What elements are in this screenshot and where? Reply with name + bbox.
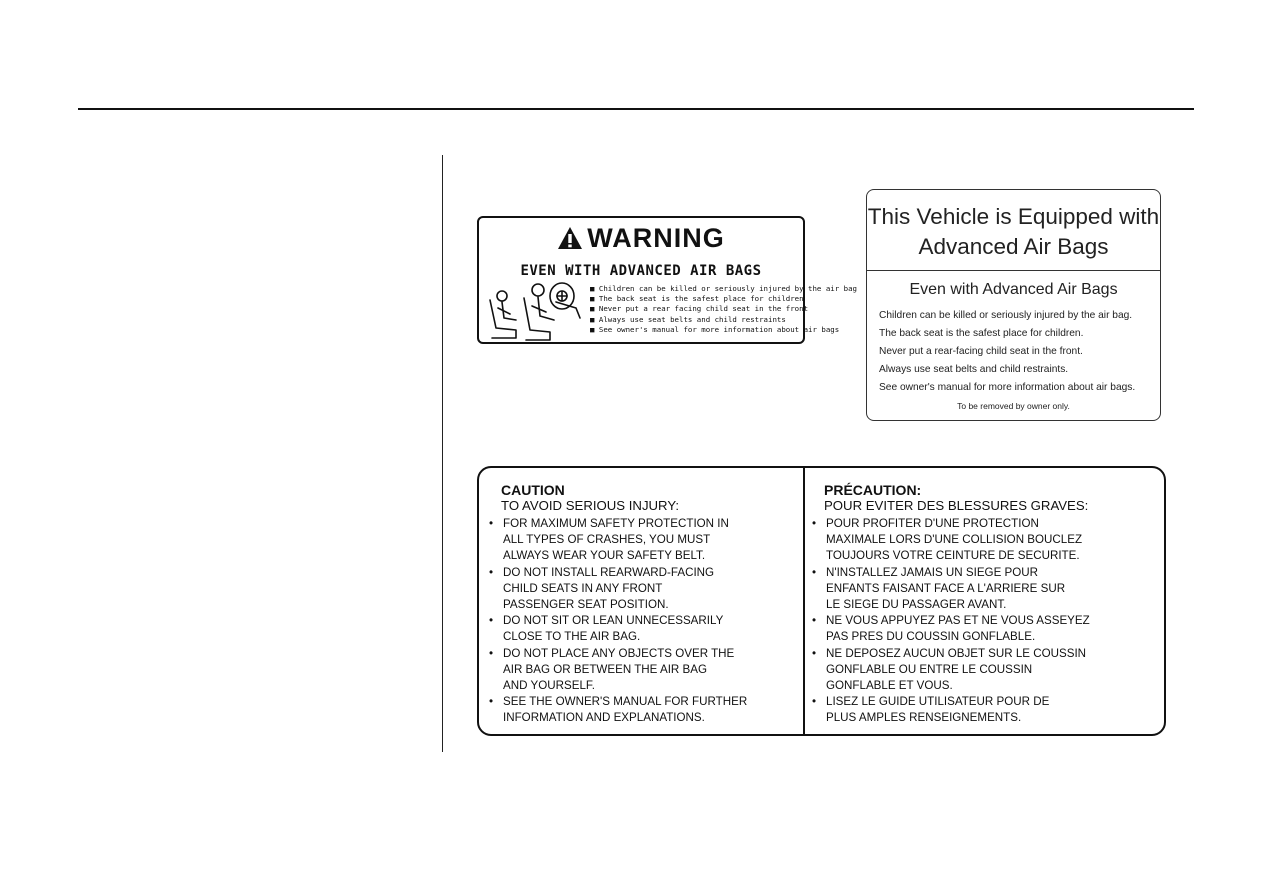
advanced-airbag-footer: To be removed by owner only. [957,401,1070,411]
caution-divider [803,468,805,734]
caution-bullet-line: MAXIMALE LORS D'UNE COLLISION BOUCLEZ [826,533,1083,547]
caution-english-column [489,482,801,727]
precaution-title: PRÉCAUTION: [824,482,922,498]
caution-bullet-line: • POUR PROFITER D'UNE PROTECTION [826,517,1039,530]
caution-bullet [489,613,801,645]
advanced-airbag-title-line: This Vehicle is Equipped with [867,204,1160,229]
airbag-child-pictogram-icon [486,278,584,342]
advanced-airbag-divider [867,270,1160,271]
caution-bullet-line: ENFANTS FAISANT FACE A L'ARRIERE SUR [826,581,1066,595]
caution-subtitle: TO AVOID SERIOUS INJURY: [501,498,680,513]
caution-label [477,466,1166,736]
caution-bullet-line: • FOR MAXIMUM SAFETY PROTECTION IN [503,517,729,530]
warning-triangle-icon [557,226,583,250]
caution-bullet-line: • DO NOT PLACE ANY OBJECTS OVER THE [503,646,735,660]
caution-french-column [812,482,1162,727]
caution-bullet-line: • N'INSTALLEZ JAMAIS UN SIEGE POUR [826,565,1039,579]
caution-bullet-line: AND YOURSELF. [503,679,595,693]
advanced-airbag-item: Always use seat belts and child restraints. [879,364,1069,375]
caution-bullet-line: CHILD SEATS IN ANY FRONT [503,581,663,595]
caution-bullet-line: INFORMATION AND EXPLANATIONS. [503,711,705,725]
caution-bullet [812,565,1162,614]
caution-bullet-line: GONFLABLE ET VOUS. [826,679,953,693]
warning-label [477,216,857,344]
caution-bullet [489,694,801,726]
caution-bullet-line: ALWAYS WEAR YOUR SAFETY BELT. [503,549,706,563]
advanced-airbag-title-line: Advanced Air Bags [918,234,1109,259]
warning-item: ■ See owner's manual for more information about air bags [590,325,857,335]
caution-bullet-line: AIR BAG OR BETWEEN THE AIR BAG [503,662,708,676]
caution-bullet [489,565,801,614]
advanced-airbag-item: Never put a rear-facing child seat in the front. [879,346,1083,357]
caution-bullet-line: GONFLABLE OU ENTRE LE COUSSIN [826,662,1033,676]
warning-heading-text: WARNING [587,223,725,253]
column-divider [442,155,443,752]
warning-item: ■ Always use seat belts and child restraints [590,315,857,325]
caution-list [489,516,801,727]
caution-bullet-line: PLUS AMPLES RENSEIGNEMENTS. [826,711,1022,725]
caution-bullet-line: PAS PRES DU COUSSIN GONFLABLE. [826,630,1036,644]
warning-item: ■ Never put a rear facing child seat in the front [590,304,857,314]
caution-bullet [812,516,1162,565]
caution-bullet-line: • LISEZ LE GUIDE UTILISATEUR POUR DE [826,695,1050,709]
advanced-airbag-item: The back seat is the safest place for children. [879,328,1084,339]
warning-list [590,284,857,335]
precaution-subtitle: POUR EVITER DES BLESSURES GRAVES: [824,498,1089,513]
caution-bullet-line: LE SIEGE DU PASSAGER AVANT. [826,598,1007,612]
caution-bullet [812,613,1162,645]
caution-bullet [812,646,1162,695]
caution-bullet-line: • NE DEPOSEZ AUCUN OBJET SUR LE COUSSIN [826,646,1087,660]
advanced-airbag-title [867,202,1160,262]
caution-bullet-line: • SEE THE OWNER'S MANUAL FOR FURTHER [503,695,748,709]
caution-bullet-line: CLOSE TO THE AIR BAG. [503,630,641,644]
advanced-airbag-item: See owner's manual for more information about air bags. [879,382,1136,393]
advanced-airbag-label [866,189,1161,421]
precaution-list [812,516,1162,727]
advanced-airbag-item: Children can be killed or seriously injured by the air bag. [879,310,1133,321]
caution-bullet [489,646,801,695]
caution-title: CAUTION [501,482,565,498]
warning-item: ■ Children can be killed or seriously injured by the air bag [590,284,857,294]
caution-bullet-line: PASSENGER SEAT POSITION. [503,598,669,612]
caution-bullet [812,694,1162,726]
caution-bullet-line: ALL TYPES OF CRASHES, YOU MUST [503,533,711,547]
caution-bullet-line: • NE VOUS APPUYEZ PAS ET NE VOUS ASSEYEZ [826,614,1090,628]
advanced-airbag-subtitle: Even with Advanced Air Bags [909,281,1118,298]
warning-subheading: EVEN WITH ADVANCED AIR BAGS [520,263,762,279]
caution-bullet-line: TOUJOURS VOTRE CEINTURE DE SECURITE. [826,549,1080,563]
warning-item: ■ The back seat is the safest place for children [590,294,857,304]
caution-bullet-line: • DO NOT SIT OR LEAN UNNECESSARILY [503,614,724,628]
warning-heading [479,222,803,254]
advanced-airbag-list [879,307,1135,397]
header-rule [78,108,1194,110]
caution-bullet [489,516,801,565]
caution-bullet-line: • DO NOT INSTALL REARWARD-FACING [503,565,715,579]
